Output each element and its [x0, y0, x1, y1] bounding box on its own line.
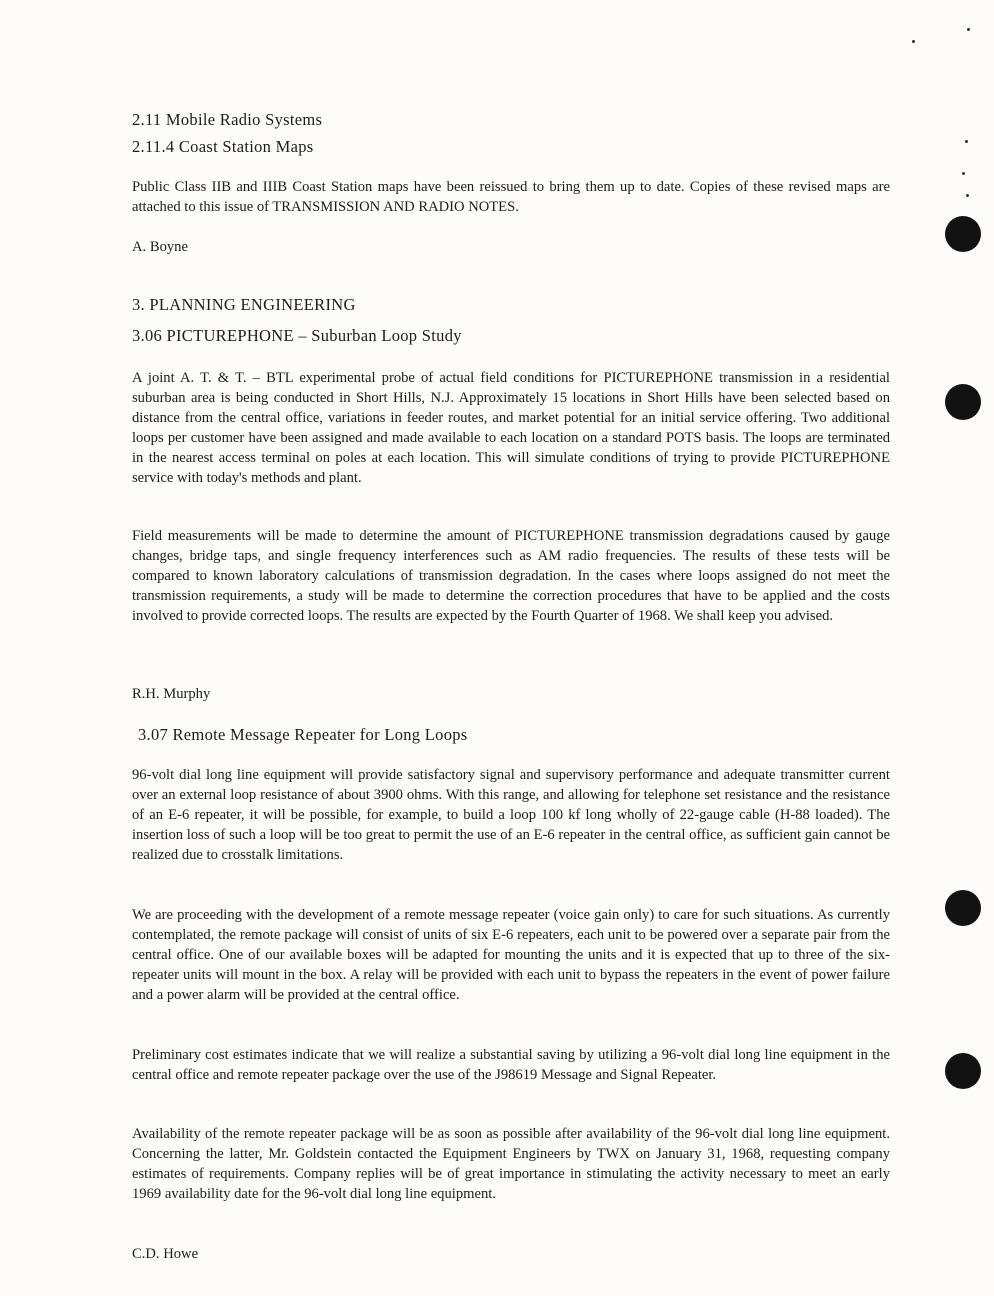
heading-2-11-4: 2.11.4 Coast Station Maps: [132, 137, 314, 156]
repeater-paragraph-4: Availability of the remote repeater package will be as soon as possible after availability of the 96-volt dial long line equipment. Concerning the latter, Mr. Goldstein contacted the Equipment Engineers by TWX on January 31, 1968, requesting company estimates of requirements. Company replies will be of great importance in stimulating the activity necessary to meet an early 1969 availability date for the 96-volt dial long line equipment.: [132, 1126, 890, 1202]
repeater-paragraph-2: We are proceeding with the development of a remote message repeater (voice gain only) to care for such situations. As currently contemplated, the remote package will consist of units of six E-6 repeaters, each unit to be powered over a separate pair from the central office. One of our available boxes will be adapted for mounting the units and it is expected that up to three of the six-repeater units will mount in the box. A relay will be provided with each unit to bypass the repeaters in the event of power failure and a power alarm will be provided at the central office.: [132, 907, 890, 1003]
repeater-paragraph-1: 96-volt dial long line equipment will provide satisfactory signal and supervisory performance and adequate transmitter current over an external loop resistance of about 3900 ohms. With this range, and allowing for telephone set resistance and the resistance of an E-6 repeater, it will be possible, for example, to build a loop 100 kf long wholly of 22-gauge cable (H-88 loaded). The insertion loss of such a loop will be too great to permit the use of an E-6 repeater in the central office, as sufficient gain cannot be realized due to crosstalk limitations.: [132, 767, 890, 863]
speck-4: [962, 172, 965, 175]
author-boyne: A. Boyne: [132, 239, 188, 255]
author-howe: C.D. Howe: [132, 1246, 199, 1262]
heading-3-07: 3.07 Remote Message Repeater for Long Loops: [138, 725, 468, 744]
heading-3-06: 3.06 PICTUREPHONE – Suburban Loop Study: [132, 326, 462, 345]
punch-hole-4: [945, 1053, 981, 1089]
speck-2: [967, 28, 970, 31]
repeater-paragraph-3: Preliminary cost estimates indicate that we will realize a substantial saving by utilizing a 96-volt dial long line equipment in the central office and remote repeater package over the use of the J98619 Message and Signal Repeater.: [132, 1047, 890, 1083]
speck-5: [966, 194, 969, 197]
author-murphy: R.H. Murphy: [132, 686, 211, 702]
heading-3: 3. PLANNING ENGINEERING: [132, 295, 356, 314]
punch-hole-2: [945, 384, 981, 420]
picturephone-paragraph-2: Field measurements will be made to determine the amount of PICTUREPHONE transmission degradations caused by gauge changes, bridge taps, and single frequency interferences such as AM radio frequencies. The results of these tests will be compared to known laboratory calculations of transmission degradation. In the cases where loops assigned do not meet the transmission requirements, a study will be made to determine the correction procedures that have to be applied and the costs involved to provide corrected loops. The results are expected by the Fourth Quarter of 1968. We shall keep you advised.: [132, 528, 890, 624]
coast-station-paragraph: Public Class IIB and IIIB Coast Station maps have been reissued to bring them up to date. Copies of these revised maps are attached to this issue of TRANSMISSION AND RADIO NOTES.: [132, 179, 890, 215]
heading-2-11: 2.11 Mobile Radio Systems: [132, 110, 323, 129]
speck-1: [912, 40, 915, 43]
punch-hole-1: [945, 216, 981, 252]
punch-hole-3: [945, 890, 981, 926]
speck-3: [965, 140, 968, 143]
picturephone-paragraph-1: A joint A. T. & T. – BTL experimental probe of actual field conditions for PICTUREPHONE transmission in a residential suburban area is being conducted in Short Hills, N.J. Approximately 15 locations in Short Hills have been selected based on distance from the central office, variations in feeder routes, and market potential for an initial service offering. Two additional loops per customer have been assigned and made available to each location on a standard POTS basis. The loops are terminated in the nearest access terminal on poles at each location. This will simulate conditions of trying to provide PICTUREPHONE service with today's methods and plant.: [132, 370, 890, 486]
